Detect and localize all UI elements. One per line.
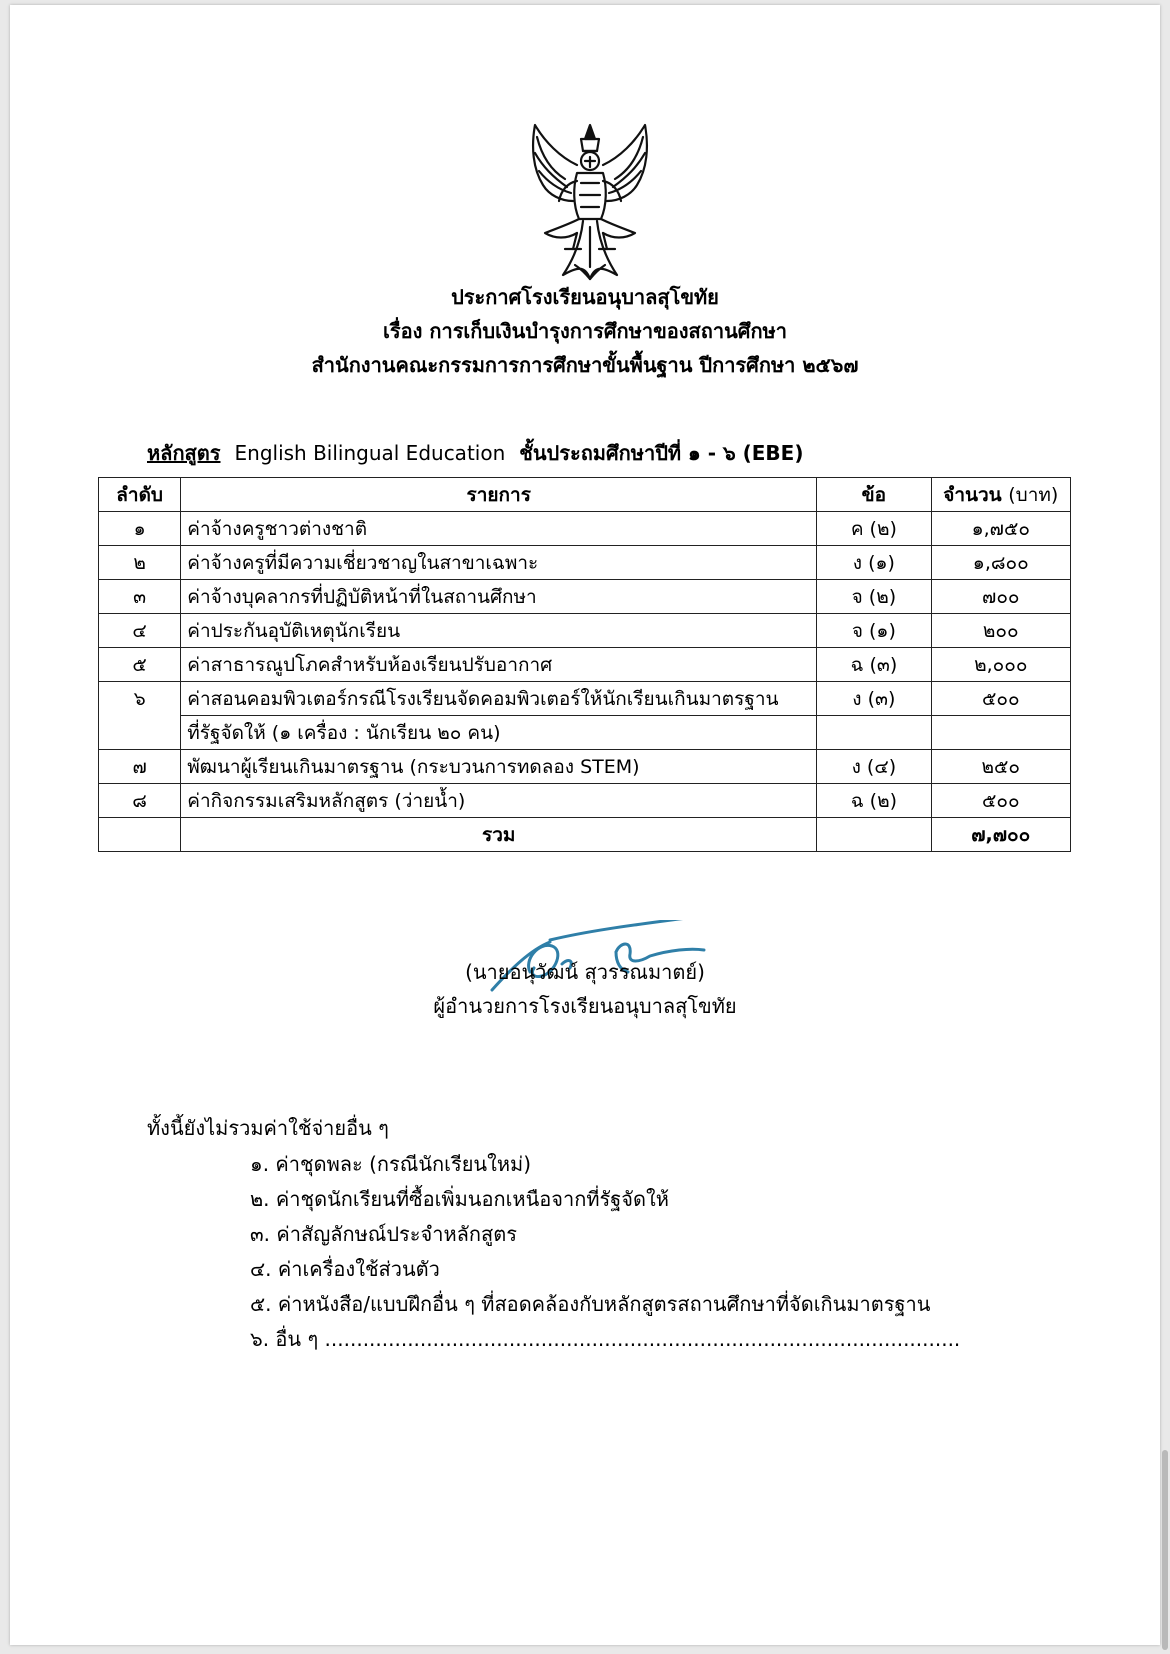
header-amount-label: จำนวน bbox=[943, 483, 1002, 506]
row-item: ค่าสอนคอมพิวเตอร์กรณีโรงเรียนจัดคอมพิวเตอร์ให้นักเรียนเกินมาตรฐาน bbox=[181, 682, 817, 716]
signer-position: ผู้อำนวยการโรงเรียนอนุบาลสุโขทัย bbox=[433, 994, 737, 1018]
table-row bbox=[99, 682, 1071, 716]
row-no: ๒ bbox=[99, 546, 181, 580]
row-clause: ค (๒) bbox=[817, 512, 931, 546]
row-item: ค่าประกันอุบัติเหตุนักเรียน bbox=[181, 614, 817, 648]
table-row bbox=[99, 580, 1071, 614]
list-item: ๑. ค่าชุดพละ (กรณีนักเรียนใหม่) bbox=[250, 1152, 532, 1176]
list-item: ๒. ค่าชุดนักเรียนที่ซื้อเพิ่มนอกเหนือจากที่รัฐจัดให้ bbox=[250, 1187, 669, 1211]
row-clause-empty bbox=[817, 716, 931, 750]
row-item: ค่าจ้างบุคลากรที่ปฏิบัติหน้าที่ในสถานศึกษา bbox=[181, 580, 817, 614]
list-item: ๕. ค่าหนังสือ/แบบฝึกอื่น ๆ ที่สอดคล้องกับหลักสูตรสถานศึกษาที่จัดเกินมาตรฐาน bbox=[250, 1292, 931, 1316]
row-amount-empty bbox=[931, 716, 1070, 750]
course-label: หลักสูตร bbox=[147, 441, 221, 465]
header-item: รายการ bbox=[181, 478, 817, 512]
row-item: ค่าสาธารณูปโภคสำหรับห้องเรียนปรับอากาศ bbox=[181, 648, 817, 682]
total-no-empty bbox=[99, 818, 181, 852]
row-clause: ง (๔) bbox=[817, 750, 931, 784]
row-amount: ๒,๐๐๐ bbox=[931, 648, 1070, 682]
row-clause: ฉ (๓) bbox=[817, 648, 931, 682]
row-no: ๘ bbox=[99, 784, 181, 818]
table-header-row bbox=[99, 478, 1071, 512]
total-clause-empty bbox=[817, 818, 931, 852]
row-item: พัฒนาผู้เรียนเกินมาตรฐาน (กระบวนการทดลอง STEM) bbox=[181, 750, 817, 784]
header-amount-unit: (บาท) bbox=[1008, 483, 1059, 506]
table-row-continuation bbox=[99, 716, 1071, 750]
table-row bbox=[99, 546, 1071, 580]
fee-table bbox=[98, 477, 1071, 852]
row-clause: จ (๒) bbox=[817, 580, 931, 614]
announcement-title: ประกาศโรงเรียนอนุบาลสุโขทัย bbox=[451, 285, 719, 309]
row-clause: ง (๓) bbox=[817, 682, 931, 716]
table-row bbox=[99, 614, 1071, 648]
scrollbar-thumb[interactable] bbox=[1162, 1450, 1168, 1650]
row-amount: ๒๐๐ bbox=[931, 614, 1070, 648]
table-row bbox=[99, 512, 1071, 546]
row-no-empty bbox=[99, 716, 181, 750]
row-clause: ง (๑) bbox=[817, 546, 931, 580]
header-no: ลำดับ bbox=[99, 478, 181, 512]
row-item: ค่ากิจกรรมเสริมหลักสูตร (ว่ายน้ำ) bbox=[181, 784, 817, 818]
row-no: ๖ bbox=[99, 682, 181, 716]
announcement-subject: เรื่อง การเก็บเงินบำรุงการศึกษาของสถานศึกษา bbox=[383, 319, 787, 343]
total-amount: ๗,๗๐๐ bbox=[931, 818, 1070, 852]
row-no: ๗ bbox=[99, 750, 181, 784]
row-amount: ๕๐๐ bbox=[931, 682, 1070, 716]
list-item: ๔. ค่าเครื่องใช้ส่วนตัว bbox=[250, 1257, 440, 1281]
row-no: ๑ bbox=[99, 512, 181, 546]
row-no: ๕ bbox=[99, 648, 181, 682]
header-clause: ข้อ bbox=[817, 478, 931, 512]
list-item: ๖. อื่น ๆ .................................................................................................... bbox=[250, 1327, 961, 1351]
row-item: ค่าจ้างครูชาวต่างชาติ bbox=[181, 512, 817, 546]
table-row bbox=[99, 784, 1071, 818]
notes-list bbox=[250, 1147, 960, 1357]
row-clause: ฉ (๒) bbox=[817, 784, 931, 818]
table-total-row bbox=[99, 818, 1071, 852]
list-item: ๓. ค่าสัญลักษณ์ประจำหลักสูตร bbox=[250, 1222, 517, 1246]
row-no: ๓ bbox=[99, 580, 181, 614]
row-no: ๔ bbox=[99, 614, 181, 648]
row-amount: ๗๐๐ bbox=[931, 580, 1070, 614]
course-line bbox=[147, 437, 803, 469]
document-page bbox=[10, 5, 1160, 1645]
row-amount: ๑,๘๐๐ bbox=[931, 546, 1070, 580]
header-amount bbox=[931, 478, 1070, 512]
table-row bbox=[99, 750, 1071, 784]
total-label: รวม bbox=[181, 818, 817, 852]
row-amount: ๕๐๐ bbox=[931, 784, 1070, 818]
row-item: ค่าจ้างครูที่มีความเชี่ยวชาญในสาขาเฉพาะ bbox=[181, 546, 817, 580]
signer-name: (นายอนุวัฒน์ สุวรรณมาตย์) bbox=[465, 960, 705, 984]
table-row bbox=[99, 648, 1071, 682]
row-clause: จ (๑) bbox=[817, 614, 931, 648]
row-item-continuation: ที่รัฐจัดให้ (๑ เครื่อง : นักเรียน ๒๐ คน) bbox=[181, 716, 817, 750]
row-amount: ๒๕๐ bbox=[931, 750, 1070, 784]
notes-heading: ทั้งนี้ยังไม่รวมค่าใช้จ่ายอื่น ๆ bbox=[147, 1116, 389, 1140]
course-name: English Bilingual Education bbox=[234, 441, 506, 465]
garuda-emblem-icon bbox=[515, 117, 665, 287]
course-level: ชั้นประถมศึกษาปีที่ ๑ - ๖ (EBE) bbox=[519, 441, 804, 465]
announcement-office: สำนักงานคณะกรรมการการศึกษาขั้นพื้นฐาน ปีการศึกษา ๒๕๖๗ bbox=[311, 353, 859, 377]
row-amount: ๑,๗๕๐ bbox=[931, 512, 1070, 546]
